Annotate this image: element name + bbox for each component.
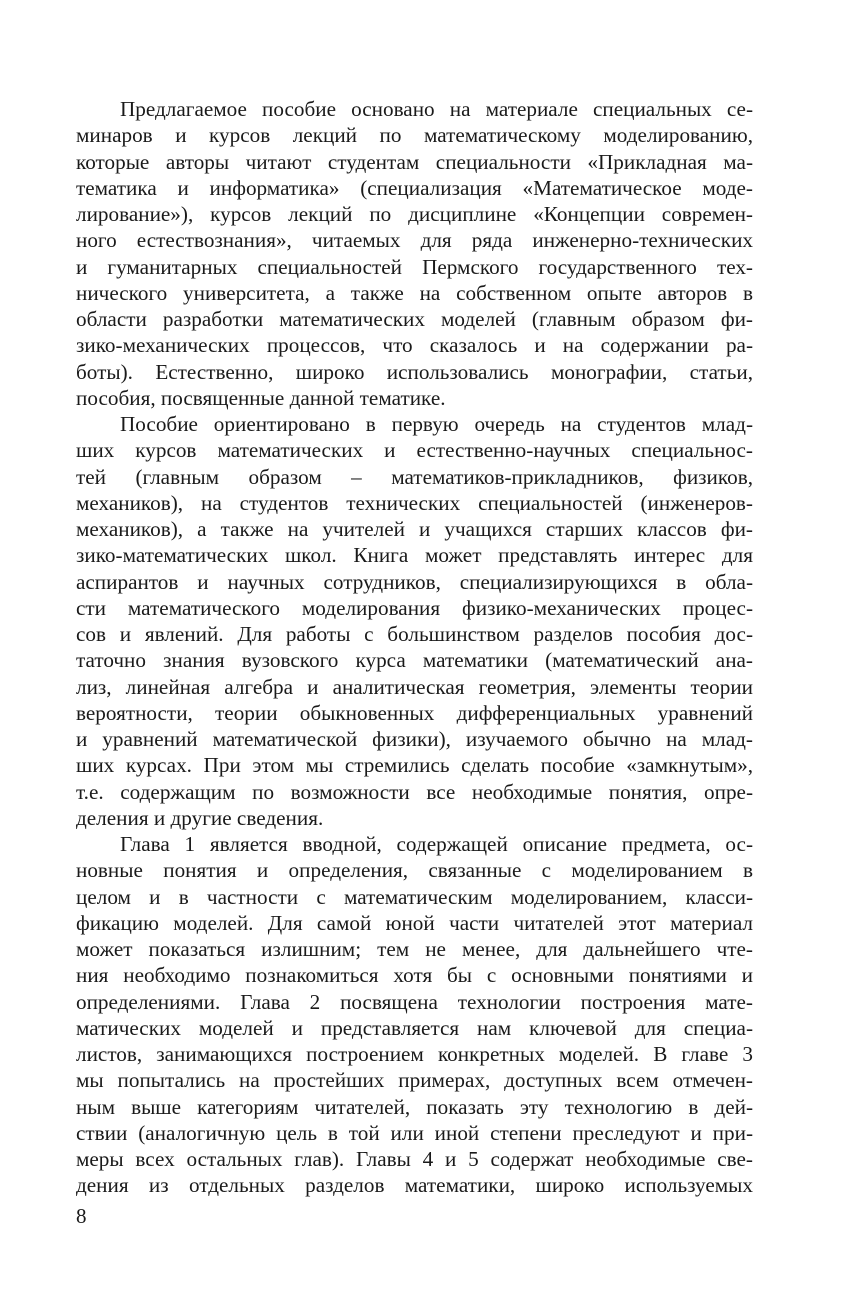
text-line: мы попытались на простейших примерах, доступных всем отмечен- <box>76 1068 753 1093</box>
text-line: фикацию моделей. Для самой юной части читателей этот материал <box>76 910 753 935</box>
text-line: ших курсах. При этом мы стремились сделать пособие «замкнутым», <box>76 753 753 778</box>
text-line: механиков), а также на учителей и учащихся старших классов фи- <box>76 517 753 541</box>
text-line: лирование»), курсов лекций по дисциплине «Концепции современ- <box>76 202 753 226</box>
text-line: сов и явлений. Для работы с большинством разделов пособия дос- <box>76 622 753 646</box>
text-line: зико-механических процессов, что сказалось и на содержании ра- <box>76 333 753 358</box>
text-line: механиков), на студентов технических специальностей (инженеров- <box>76 490 753 515</box>
text-line: которые авторы читают студентам специальности «Прикладная ма- <box>76 149 753 174</box>
text-line: целом и в частности с математическим моделированием, класси- <box>76 884 753 909</box>
text-line: минаров и курсов лекций по математическому моделированию, <box>76 123 753 148</box>
text-line: ного естествознания», читаемых для ряда инженерно-технических <box>76 228 753 253</box>
paragraph <box>76 831 753 1199</box>
text-line: Предлагаемое пособие основано на материале специальных се- <box>120 97 753 121</box>
text-line: пособия, посвященные данной тематике. <box>76 385 446 410</box>
text-line: вероятности, теории обыкновенных дифференциальных уравнений <box>76 700 753 725</box>
text-line: и гуманитарных специальностей Пермского государственного тех- <box>76 254 753 279</box>
page-body-text <box>76 96 753 1199</box>
text-line: тематика и информатика» (специализация «Математическое моде- <box>76 175 753 200</box>
text-line: может показаться излишним; тем не менее, для дальнейшего чте- <box>76 937 753 961</box>
text-line: аспирантов и научных сотрудников, специализирующихся в обла- <box>76 569 753 594</box>
text-line: Глава 1 является вводной, содержащей описание предмета, ос- <box>120 832 753 856</box>
text-line: меры всех остальных глав). Главы 4 и 5 содержат необходимые све- <box>76 1147 753 1171</box>
paragraph <box>76 96 753 411</box>
text-line: ствии (аналогичную цель в той или иной степени преследуют и при- <box>76 1120 753 1145</box>
text-line: таточно знания вузовского курса математики (математический ана- <box>76 648 753 673</box>
page-number: 8 <box>76 1204 87 1228</box>
text-line: ших курсов математических и естественно-научных специальнос- <box>76 438 753 463</box>
text-line: ния необходимо познакомиться хотя бы с основными понятиями и <box>76 963 753 988</box>
text-line: новные понятия и определения, связанные с моделированием в <box>76 858 753 883</box>
text-line: области разработки математических моделей (главным образом фи- <box>76 307 753 331</box>
paragraph <box>76 411 753 831</box>
text-line: деления и другие сведения. <box>76 805 324 830</box>
text-line: нического университета, а также на собственном опыте авторов в <box>76 280 753 305</box>
text-line: лиз, линейная алгебра и аналитическая геометрия, элементы теории <box>76 674 753 699</box>
text-line: т.е. содержащим по возможности все необходимые понятия, опре- <box>76 779 753 804</box>
text-line: боты). Естественно, широко использовались монографии, статьи, <box>76 359 753 384</box>
text-line: матических моделей и представляется нам ключевой для специа- <box>76 1015 753 1040</box>
text-line: ным выше категориям читателей, показать эту технологию в дей- <box>76 1094 753 1119</box>
text-line: Пособие ориентировано в первую очередь на студентов млад- <box>120 412 753 436</box>
text-line: сти математического моделирования физико-механических процес- <box>76 595 753 620</box>
text-line: дения из отдельных разделов математики, широко используемых <box>76 1173 753 1198</box>
text-line: тей (главным образом – математиков-прикладников, физиков, <box>76 464 753 489</box>
text-line: определениями. Глава 2 посвящена технологии построения мате- <box>76 989 753 1014</box>
text-line: листов, занимающихся построением конкретных моделей. В главе 3 <box>76 1042 753 1066</box>
text-line: зико-математических школ. Книга может представлять интерес для <box>76 543 753 568</box>
text-line: и уравнений математической физики), изучаемого обычно на млад- <box>76 727 753 751</box>
